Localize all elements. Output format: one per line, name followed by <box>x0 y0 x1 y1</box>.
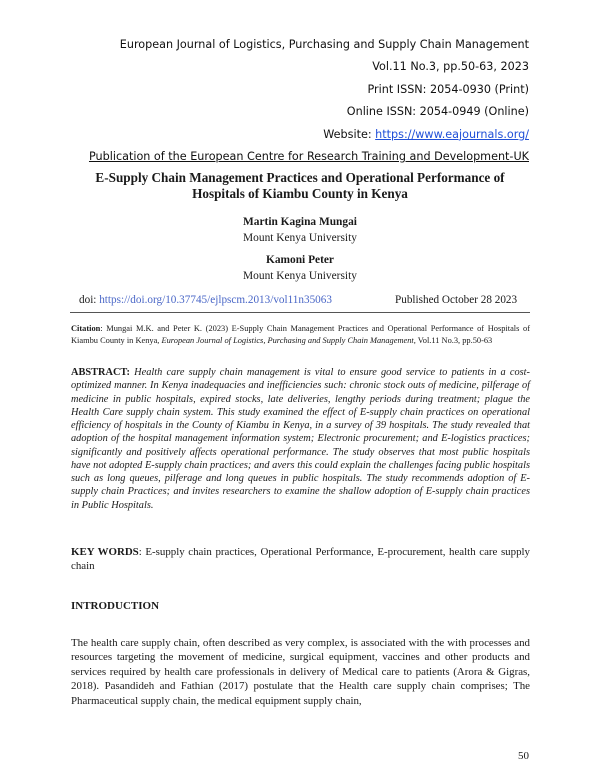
journal-name: European Journal of Logistics, Purchasing and Supply Chain Management <box>119 38 529 51</box>
published-date: Published October 28 2023 <box>395 294 518 306</box>
volume-info: Vol.11 No.3, pp.50-63, 2023 <box>372 60 529 74</box>
citation-journal: European Journal of Logistics, Purchasing and Supply Chain Management <box>161 335 414 345</box>
print-issn: Print ISSN: 2054-0930 (Print) <box>367 82 529 96</box>
journal-header <box>89 34 529 168</box>
title-line-1: E-Supply Chain Management Practices and Operational Performance of <box>95 170 505 185</box>
divider <box>70 312 530 313</box>
abstract-label: ABSTRACT: <box>71 367 131 378</box>
introduction-paragraph: The health care supply chain, often described as very complex, is associated with the with processes and resources targeting the movement of medicine, surgical equipment, vaccines and other products and services required by health care professionals in delivery of Medical care to patients (Arora & Gigras, 2018). Pasandideh and Fathian (2017) postulate that the Health care supply chain comprises; The Pharmaceutical supply chain, the medical equipment supply chain, <box>71 637 530 707</box>
website-link[interactable]: https://www.eajournals.org/ <box>375 127 529 141</box>
doi-link[interactable]: https://doi.org/10.37745/ejlpscm.2013/vol11n35063 <box>99 294 332 306</box>
keywords <box>71 545 530 573</box>
abstract <box>71 366 530 512</box>
doi-row <box>79 294 539 306</box>
author-block-2 <box>60 252 540 284</box>
abstract-text: Health care supply chain management is vital to ensure good service to patients in a cost-optimized manner. In Kenya inadequacies and inefficiencies such: chronic stock outs of medicine, pilferage of medicine in public hospitals, expired stocks, late deliveries, lengthy periods during treatment; plague the Health Care supply chain system. This study examined the effect of E-supply chain practices on operational efficiency of hospitals in the County of Kiambu in Kenya, in a survey of 39 hospitals. The study revealed that adoption of the hospital management information system; Electronic procurement; and E-logistics practices; significantly and positively affects operational performance. The study observes that most public hospitals have not adopted E-supply chain practices; and avers this could explain the challenges facing public hospitals such as long queues, pilferage and long queues in public hospitals. The study recommends adoption of E-supply chain Practices; and invites researchers to examine the shallow adoption of E-supply chain practices in Public Hospitals. <box>71 367 530 511</box>
citation-text: : Mungai M.K. and Peter K. (2023) E-Supply Chain Management Practices and Operational Performance of Hospitals of Kiambu County in Kenya, <box>71 324 530 345</box>
section-heading-introduction: INTRODUCTION <box>71 600 160 612</box>
citation <box>71 323 530 346</box>
author-affiliation: Mount Kenya University <box>243 270 357 282</box>
online-issn: Online ISSN: 2054-0949 (Online) <box>346 105 529 119</box>
website-line <box>89 124 529 146</box>
website-label: Website: <box>323 127 376 141</box>
publisher-line: Publication of the European Centre for Research Training and Development-UK <box>88 150 529 164</box>
citation-tail: , Vol.11 No.3, pp.50-63 <box>413 335 493 345</box>
keywords-label: KEY WORDS <box>71 546 139 558</box>
author-block-1 <box>60 214 540 246</box>
author-name: Martin Kagina Mungai <box>243 216 357 228</box>
page-number: 50 <box>518 750 529 762</box>
title-line-2: Hospitals of Kiambu County in Kenya <box>192 186 408 201</box>
citation-label: Citation <box>71 324 101 333</box>
author-affiliation: Mount Kenya University <box>243 232 357 244</box>
paper-title <box>60 170 540 202</box>
doi-label: doi: <box>79 294 100 306</box>
keywords-text: : E-supply chain practices, Operational Performance, E-procurement, health care supply chain <box>71 546 530 572</box>
author-name: Kamoni Peter <box>265 254 334 266</box>
